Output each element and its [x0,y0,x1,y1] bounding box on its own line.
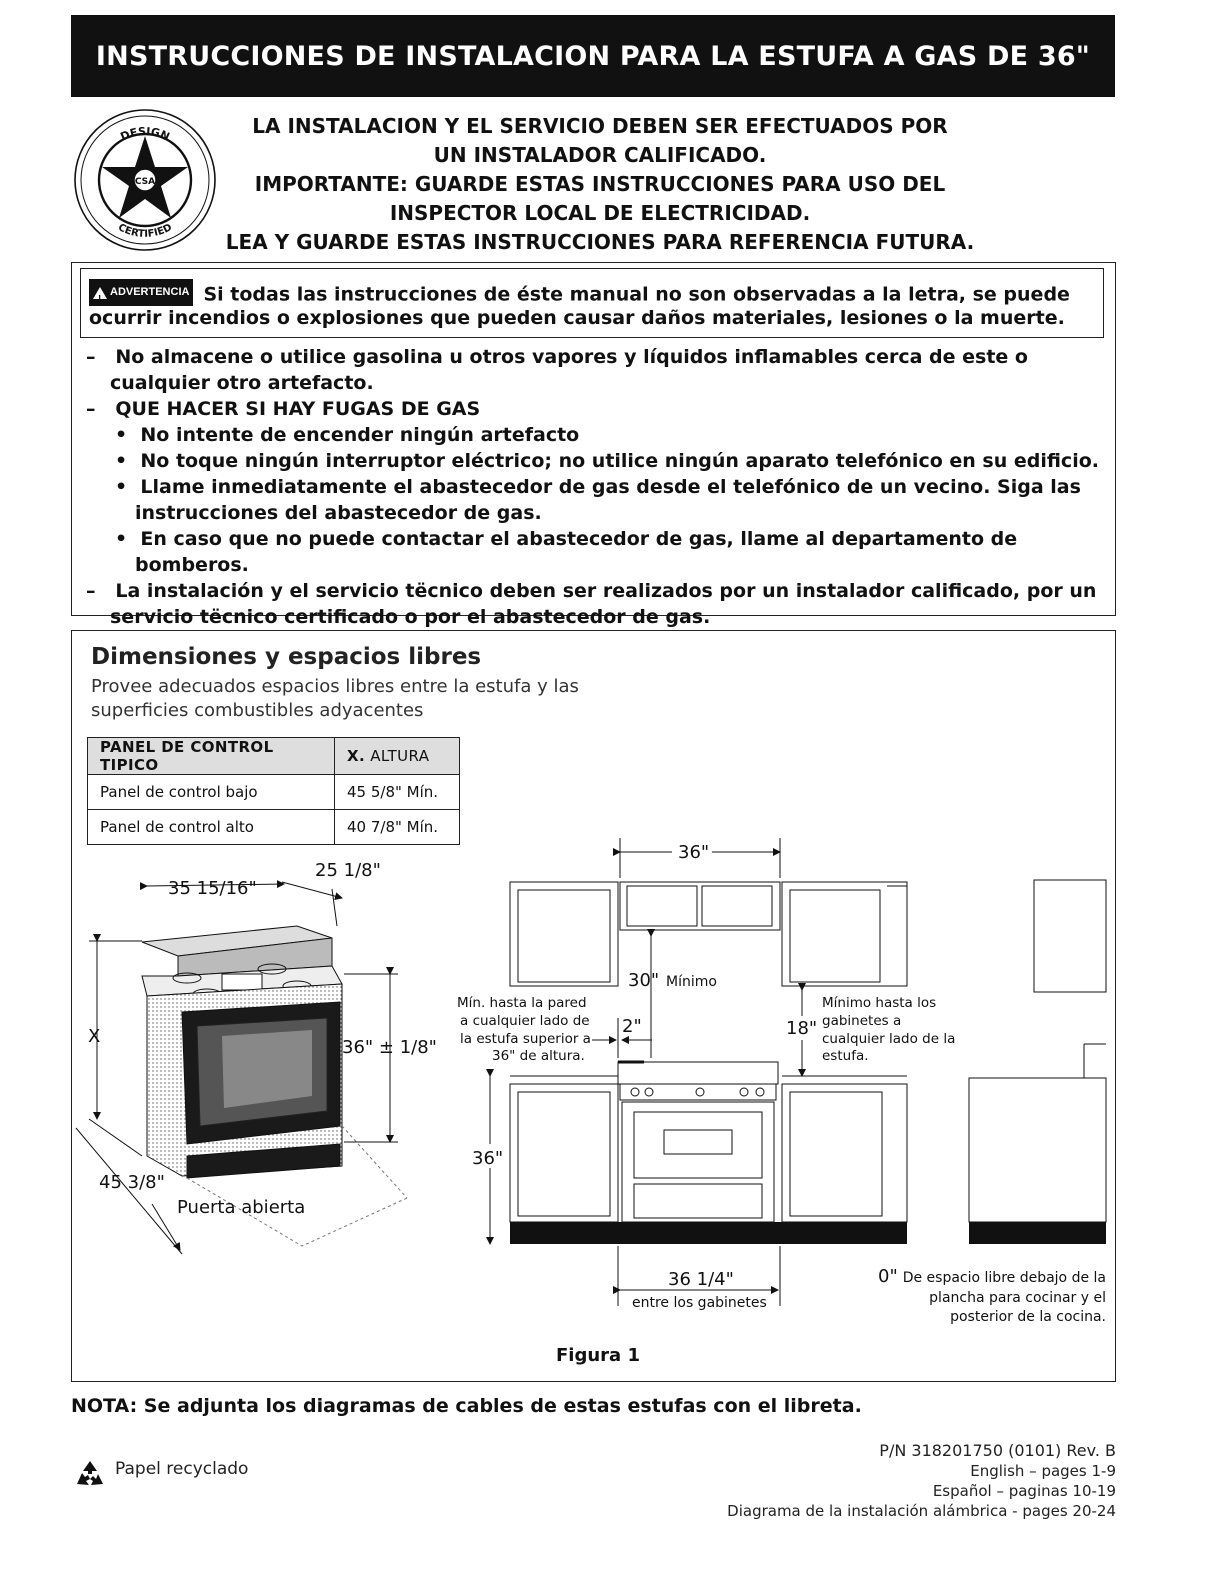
warning-badge-label: ADVERTENCIA [110,286,190,298]
dim-height-label: 36" ± 1/8" [342,1037,437,1058]
cabinet-clearance-note: cualquier lado de la [822,1031,956,1047]
part-number: P/N 318201750 (0101) Rev. B [879,1441,1116,1460]
footer-line: Español – paginas 10-19 [932,1482,1116,1500]
recycle-label: Papel recyclado [115,1459,249,1479]
floor-bar-right [969,1222,1106,1244]
zero-clearance-note: De espacio libre debajo de la [902,1270,1106,1286]
table-header-cell: PANEL DE CONTROL TIPICO [88,738,335,775]
table-cell: 45 5/8" Mín. [335,775,460,810]
list-item: • No intente de encender ningún artefacto [115,424,580,446]
header-line: UN INSTALADOR CALIFICADO. [433,143,767,167]
svg-text:CERTIFIED [116,222,174,240]
dim-18-label: 18" [786,1018,818,1039]
list-item: – La instalación y el servicio tëcnico deben ser realizados por un instalador calificado, por un servicio tëcnico certificado o por el abastecedor de gas. [86,580,1097,628]
table-cell: Panel de control bajo [88,775,335,810]
dim-between-label: 36 1/4" [668,1269,734,1290]
recycle-icon [73,1458,107,1492]
list-item: • Llame inmediatamente el abastecedor de gas desde el telefónico de un vecino. Siga las instrucciones del abastecedor de gas. [115,476,1081,524]
figure-label: Figura 1 [556,1345,640,1366]
warning-list [86,344,1110,630]
dim-30-label: 30" [628,970,660,991]
seal-center-text: CSA [134,177,156,187]
zero-clearance-note: posterior de la cocina. [950,1309,1106,1325]
table-header-row [88,738,460,775]
dim-30-word: Mínimo [666,974,717,990]
header-line: LEA Y GUARDE ESTAS INSTRUCCIONES PARA REFERENCIA FUTURA. [225,230,975,254]
header-line: INSPECTOR LOCAL DE ELECTRICIDAD. [389,201,811,225]
dim-between-word: entre los gabinetes [632,1295,767,1311]
cabinet-clearance-note: gabinetes a [822,1013,902,1029]
dim-x-label: X [88,1026,101,1047]
header-line: LA INSTALACION Y EL SERVICIO DEBEN SER EFECTUADOS POR [252,114,948,138]
footer-line: English – pages 1-9 [970,1462,1116,1480]
part-number-block [727,1441,1116,1521]
design-certified-seal [72,107,218,253]
cabinet-clearance-note: estufa. [822,1048,869,1064]
dim-counter-height-label: 36" [472,1148,504,1169]
list-item: • En caso que no puede contactar el abastecedor de gas, llame al departamento de bomberos. [115,528,1018,576]
side-clearance-note: Mín. hasta la pared [457,995,587,1011]
warning-box [80,268,1104,338]
header-line: IMPORTANTE: GUARDE ESTAS INSTRUCCIONES PARA USO DEL [254,172,946,196]
table-row [88,775,460,810]
side-clearance-note: la estufa superior a [460,1031,591,1047]
seal-bottom-text: CERTIFIED [116,222,174,240]
seal-top-text: DESIGN [118,124,172,144]
list-item: • No toque ningún interruptor eléctrico; no utilice ningún aparato telefónico en su edificio. [115,450,1099,472]
installation-diagram [72,826,1112,1346]
table-cell: Panel de control alto [88,810,335,845]
dim-width-label: 35 15/16" [168,878,257,899]
dim-door-depth-label: 45 3/8" [99,1172,165,1193]
dimensions-description: Provee adecuados espacios libres entre la estufa y las superficies combustibles adyacentes [91,676,579,721]
floor-bar-left [510,1222,907,1244]
cabinet-clearance-note: Mínimo hasta los [822,995,937,1011]
dim-36-cabinet-label: 36" [678,842,710,863]
header-instructions [205,112,995,257]
footer-line: Diagrama de la instalación alámbrica - pages 20-24 [727,1502,1116,1520]
warning-text: Si todas las instrucciones de éste manual no son observadas a la letra, se puede ocurrir incendios o explosiones que pueden causar daños materiales, lesiones o la muerte. [89,283,1070,329]
cabinet-elevation-drawing [510,880,1106,1222]
table-header-cell: X. ALTURA [335,738,460,775]
warning-triangle-icon [93,287,107,299]
side-clearance-note: 36" de altura. [492,1048,585,1064]
door-open-label: Puerta abierta [177,1197,306,1218]
zero-clearance-note: plancha para cocinar y el [929,1290,1106,1306]
zero-clearance-label: 0" [878,1266,898,1287]
dimensions-title: Dimensiones y espacios libres [91,644,482,670]
warning-badge [89,279,193,306]
page-banner [71,15,1115,97]
note-text: NOTA: Se adjunta los diagramas de cables de estas estufas con el libreta. [71,1395,862,1417]
table-cell: 40 7/8" Mín. [335,810,460,845]
dim-depth-label: 25 1/8" [315,860,381,881]
list-item: – No almacene o utilice gasolina u otros vapores y líquidos inflamables cerca de este o cualquier otro artefacto. [86,346,1028,394]
dim-2in-label: 2" [622,1016,642,1037]
side-clearance-note: a cualquier lado de [460,1013,590,1029]
list-item: – QUE HACER SI HAY FUGAS DE GAS [86,398,481,420]
banner-title: INSTRUCCIONES DE INSTALACION PARA LA ESTUFA A GAS DE 36" [95,40,1091,72]
